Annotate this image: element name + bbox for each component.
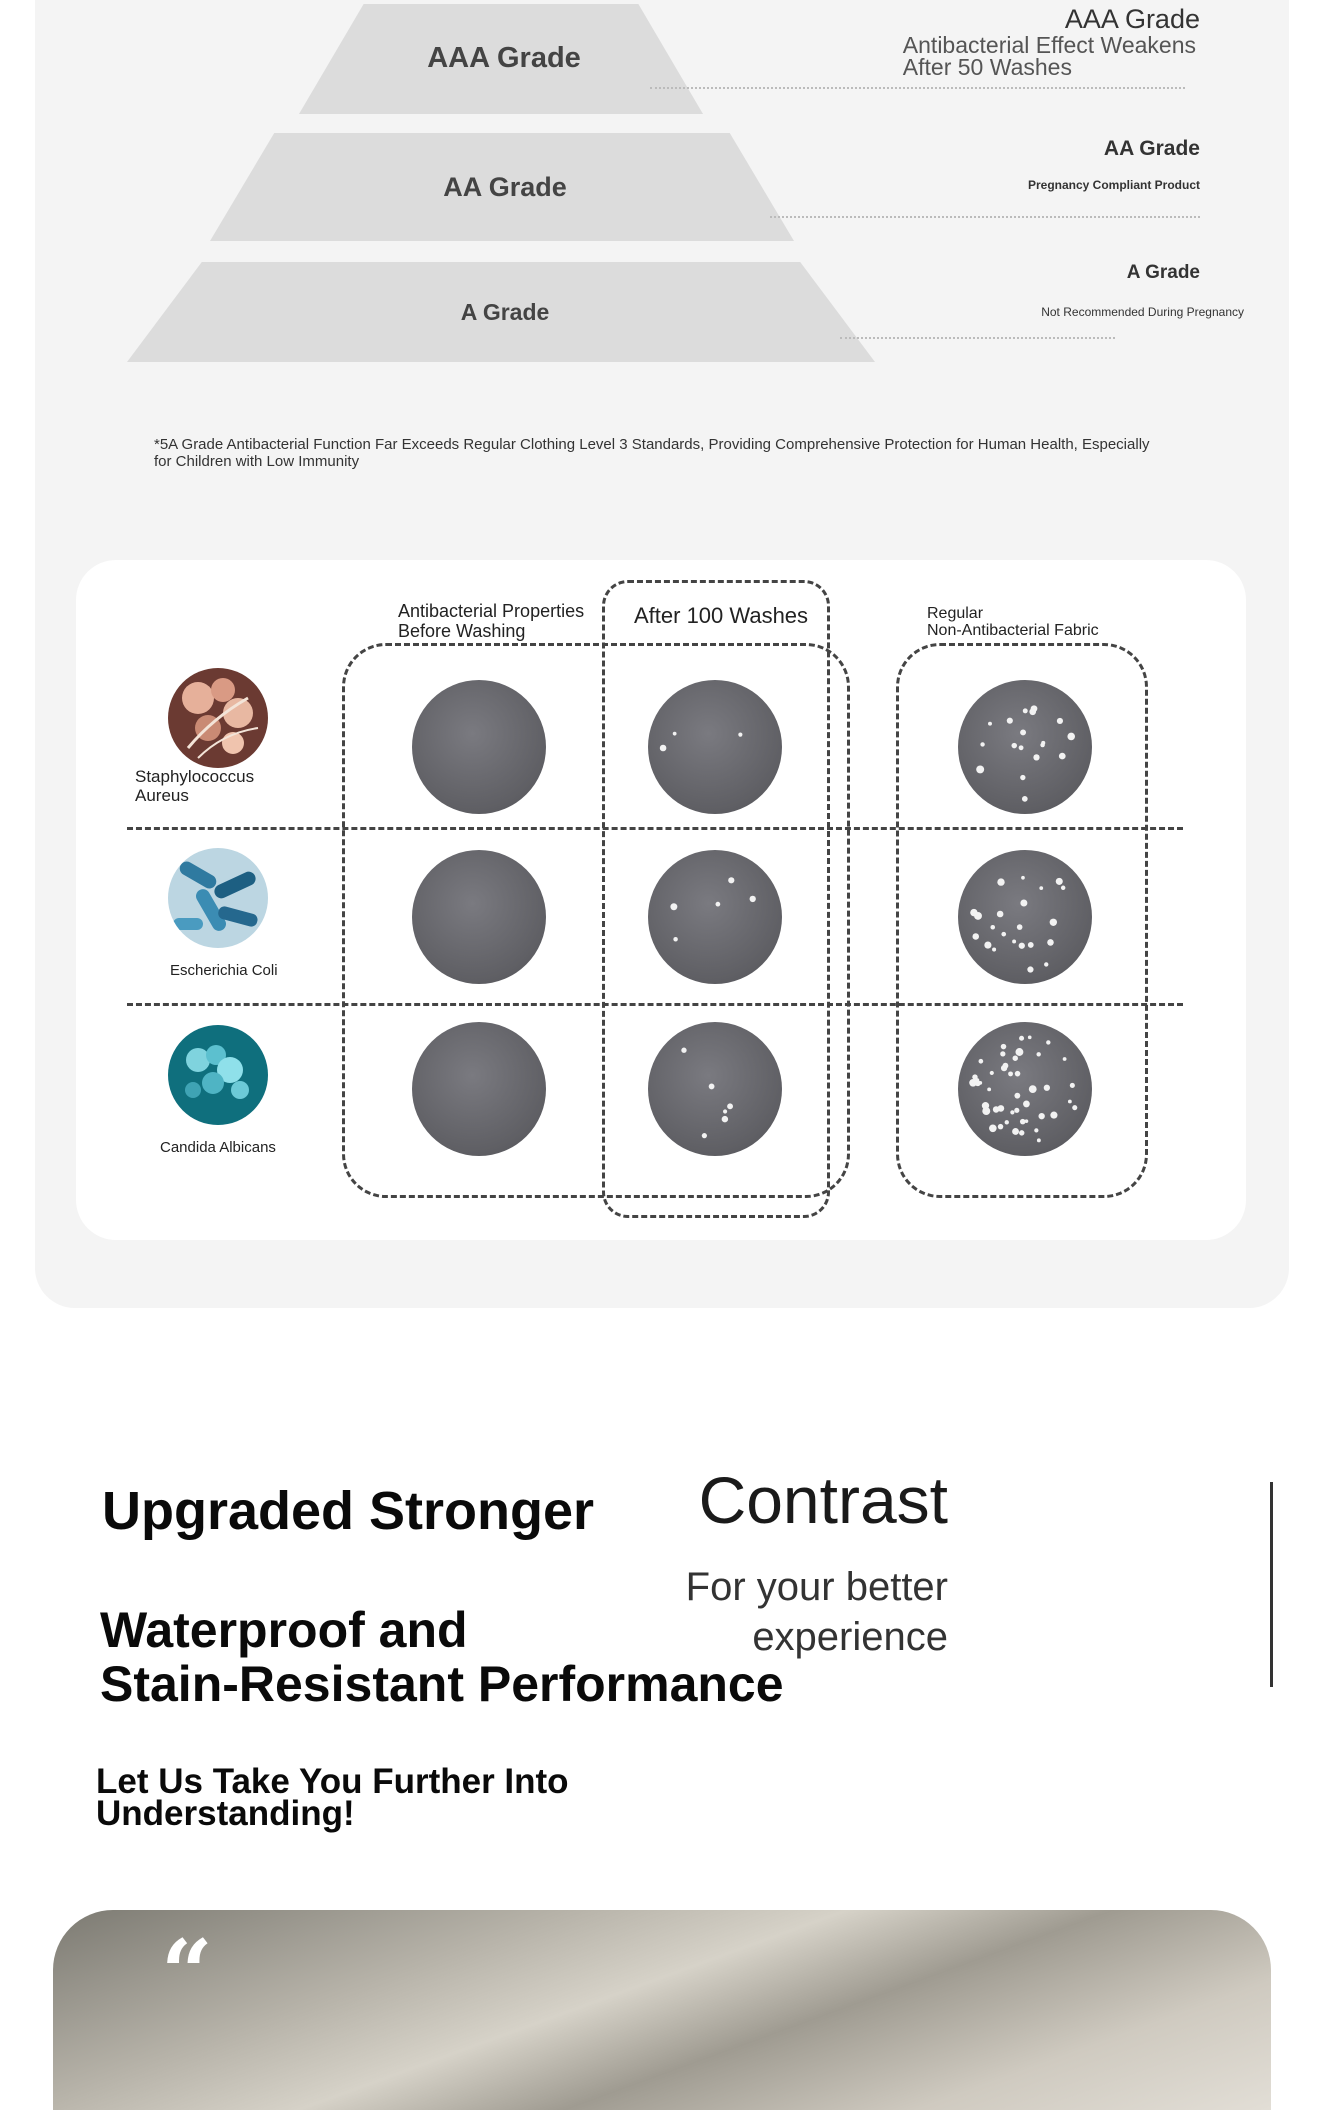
bacteria-colony xyxy=(979,1059,984,1064)
bacteria-colony xyxy=(998,1124,1003,1129)
bacteria-colony xyxy=(716,902,721,907)
tier-label-a: A Grade xyxy=(460,299,550,325)
bacteria-colony xyxy=(997,878,1004,885)
bacteria-colony xyxy=(1063,1057,1067,1061)
tier-line-a xyxy=(840,337,1115,339)
tier-desc-aaa: Antibacterial Effect Weakens After 50 Washes xyxy=(902,32,1196,80)
bacteria-colony xyxy=(673,732,677,736)
bacteria-colony xyxy=(1056,878,1063,885)
bacteria-colony xyxy=(997,911,1004,918)
bacteria-colony xyxy=(1039,886,1043,890)
bacteria-colony xyxy=(1067,733,1075,741)
bacteria-colony xyxy=(1036,1052,1040,1056)
column-header-regular-fabric: Regular Non-Antibacterial Fabric xyxy=(927,605,1099,639)
bacteria-colony xyxy=(1034,1128,1038,1132)
petri-dish xyxy=(648,680,782,814)
staphylococcus-icon xyxy=(168,668,268,768)
fabric-photo xyxy=(53,1910,1271,2110)
bacteria-colony xyxy=(1012,939,1016,943)
bacteria-colony xyxy=(1005,1120,1009,1124)
bacteria-colony xyxy=(1047,939,1054,946)
bacteria-colony xyxy=(1050,1112,1057,1119)
bacteria-colony xyxy=(1021,876,1025,880)
bacteria-colony xyxy=(975,1080,981,1086)
bacteria-colony xyxy=(673,937,677,941)
bacteria-colony xyxy=(1001,932,1006,937)
tier-desc-aa: Pregnancy Compliant Product xyxy=(1027,178,1200,192)
bacteria-colony xyxy=(1020,900,1027,907)
tier-line-aaa xyxy=(650,87,1185,89)
bacteria-colony xyxy=(976,765,984,773)
bacteria-colony xyxy=(1040,743,1045,748)
column-header-after-100-washes: After 100 Washes xyxy=(634,603,809,628)
petri-dish xyxy=(412,850,546,984)
row-divider-2 xyxy=(127,1003,1183,1006)
microbe-label-staphylococcus: Staphylococcus Aureus xyxy=(135,767,255,805)
candida-icon xyxy=(168,1025,268,1125)
bacteria-colony xyxy=(972,933,979,940)
microbe-label-e-coli: Escherichia Coli xyxy=(170,962,278,979)
bacteria-colony xyxy=(1038,1113,1044,1119)
bacteria-colony xyxy=(998,1105,1005,1112)
bacteria-colony xyxy=(1028,942,1034,948)
bacteria-colony xyxy=(1020,1119,1026,1125)
bacteria-colony xyxy=(738,733,742,737)
antibacterial-footnote: *5A Grade Antibacterial Function Far Exceeds Regular Clothing Level 3 Standards, Providing Comprehensive Protection for Human Health, Especially for Children with Low Immunity xyxy=(154,436,1150,470)
bacteria-colony xyxy=(722,1116,728,1122)
tier-title-a: A Grade xyxy=(1126,262,1200,283)
bacteria-colony xyxy=(1022,796,1028,802)
bacteria-colony xyxy=(1019,1130,1024,1135)
bacteria-colony xyxy=(670,903,677,910)
bacteria-colony xyxy=(984,941,991,948)
quote-mark-icon: “ xyxy=(161,1920,213,2026)
bacteria-colony xyxy=(723,1109,727,1113)
tier-title-aaa: AAA Grade xyxy=(1064,4,1200,34)
bacteria-colony xyxy=(987,1087,991,1091)
bacteria-colony xyxy=(681,1048,686,1053)
bacteria-colony xyxy=(992,948,996,952)
bacteria-colony xyxy=(1019,1036,1024,1041)
headline-upgraded-stronger: Upgraded Stronger xyxy=(102,1481,595,1541)
column-header-before-washing: Antibacterial Properties Before Washing xyxy=(398,601,585,641)
bacteria-colony xyxy=(1046,1040,1050,1044)
bacteria-colony xyxy=(1015,1048,1023,1056)
bacteria-colony xyxy=(1014,1093,1020,1099)
bacteria-colony xyxy=(990,1071,994,1075)
microbe-label-candida: Candida Albicans xyxy=(160,1139,276,1156)
bacteria-colony xyxy=(990,925,995,930)
row-divider-1 xyxy=(127,827,1183,830)
bacteria-colony xyxy=(702,1133,707,1138)
bacteria-colony xyxy=(1068,1100,1072,1104)
bacteria-colony xyxy=(1072,1105,1077,1110)
petri-dish xyxy=(412,680,546,814)
bacteria-colony xyxy=(1044,1085,1050,1091)
petri-dish xyxy=(958,1022,1092,1156)
petri-dish xyxy=(648,850,782,984)
bacteria-colony xyxy=(1023,708,1028,713)
bacteria-colony xyxy=(1057,718,1063,724)
petri-dish xyxy=(958,850,1092,984)
bacteria-colony xyxy=(988,722,992,726)
bacteria-colony xyxy=(1059,753,1066,760)
e-coli-icon xyxy=(168,848,268,948)
bacteria-colony xyxy=(980,742,984,746)
bacteria-colony xyxy=(750,896,756,902)
tier-title-aa: AA Grade xyxy=(1103,137,1200,160)
bacteria-colony xyxy=(1029,1085,1037,1093)
bacteria-colony xyxy=(1033,754,1039,760)
tier-label-aa: AA Grade xyxy=(443,172,567,202)
contrast-subtitle: For your better experience xyxy=(685,1565,948,1659)
bacteria-colony xyxy=(1003,1063,1009,1069)
bacteria-colony xyxy=(1023,1101,1030,1108)
bacteria-colony xyxy=(728,877,734,883)
bacteria-colony xyxy=(1070,1083,1075,1088)
bacteria-colony xyxy=(660,745,667,752)
petri-dish xyxy=(412,1022,546,1156)
bacteria-colony xyxy=(1008,1071,1013,1076)
bacteria-colony xyxy=(1028,1036,1032,1040)
bacteria-colony xyxy=(1017,924,1023,930)
tier-line-aa xyxy=(770,216,1200,218)
bacteria-colony xyxy=(1014,1108,1019,1113)
bacteria-colony xyxy=(1015,1071,1021,1077)
bacteria-colony xyxy=(1012,1128,1019,1135)
bacteria-colony xyxy=(1037,1138,1041,1142)
bacteria-colony xyxy=(989,1125,997,1133)
bacteria-colony xyxy=(1050,919,1057,926)
subheadline-waterproof: Waterproof and Stain-Resistant Performance xyxy=(100,1602,784,1712)
bacteria-colony xyxy=(1020,775,1025,780)
tagline-understanding: Let Us Take You Further Into Understanding! xyxy=(96,1762,569,1833)
bacteria-colony xyxy=(1027,966,1033,972)
bacteria-colony xyxy=(1007,718,1013,724)
tier-desc-a: Not Recommended During Pregnancy xyxy=(1041,305,1244,319)
bacteria-colony xyxy=(1013,1056,1018,1061)
bacteria-colony xyxy=(1020,729,1026,735)
tier-label-aaa: AAA Grade xyxy=(427,42,581,74)
bacteria-colony xyxy=(1029,708,1036,715)
bacteria-colony xyxy=(1000,1051,1005,1056)
bacteria-colony xyxy=(970,909,977,916)
bacteria-colony xyxy=(1019,745,1024,750)
petri-dish xyxy=(648,1022,782,1156)
bacteria-colony xyxy=(982,1107,990,1115)
bacteria-colony xyxy=(709,1084,715,1090)
bacteria-colony xyxy=(1011,743,1017,749)
bacteria-colony xyxy=(727,1103,733,1109)
petri-dish xyxy=(958,680,1092,814)
bacteria-colony xyxy=(1019,943,1025,949)
bacteria-colony xyxy=(1061,886,1065,890)
bacteria-colony xyxy=(1044,962,1048,966)
bacteria-colony xyxy=(1001,1044,1007,1050)
contrast-divider xyxy=(1270,1482,1273,1687)
contrast-title: Contrast xyxy=(698,1463,948,1537)
bacteria-colony xyxy=(1010,1110,1014,1114)
